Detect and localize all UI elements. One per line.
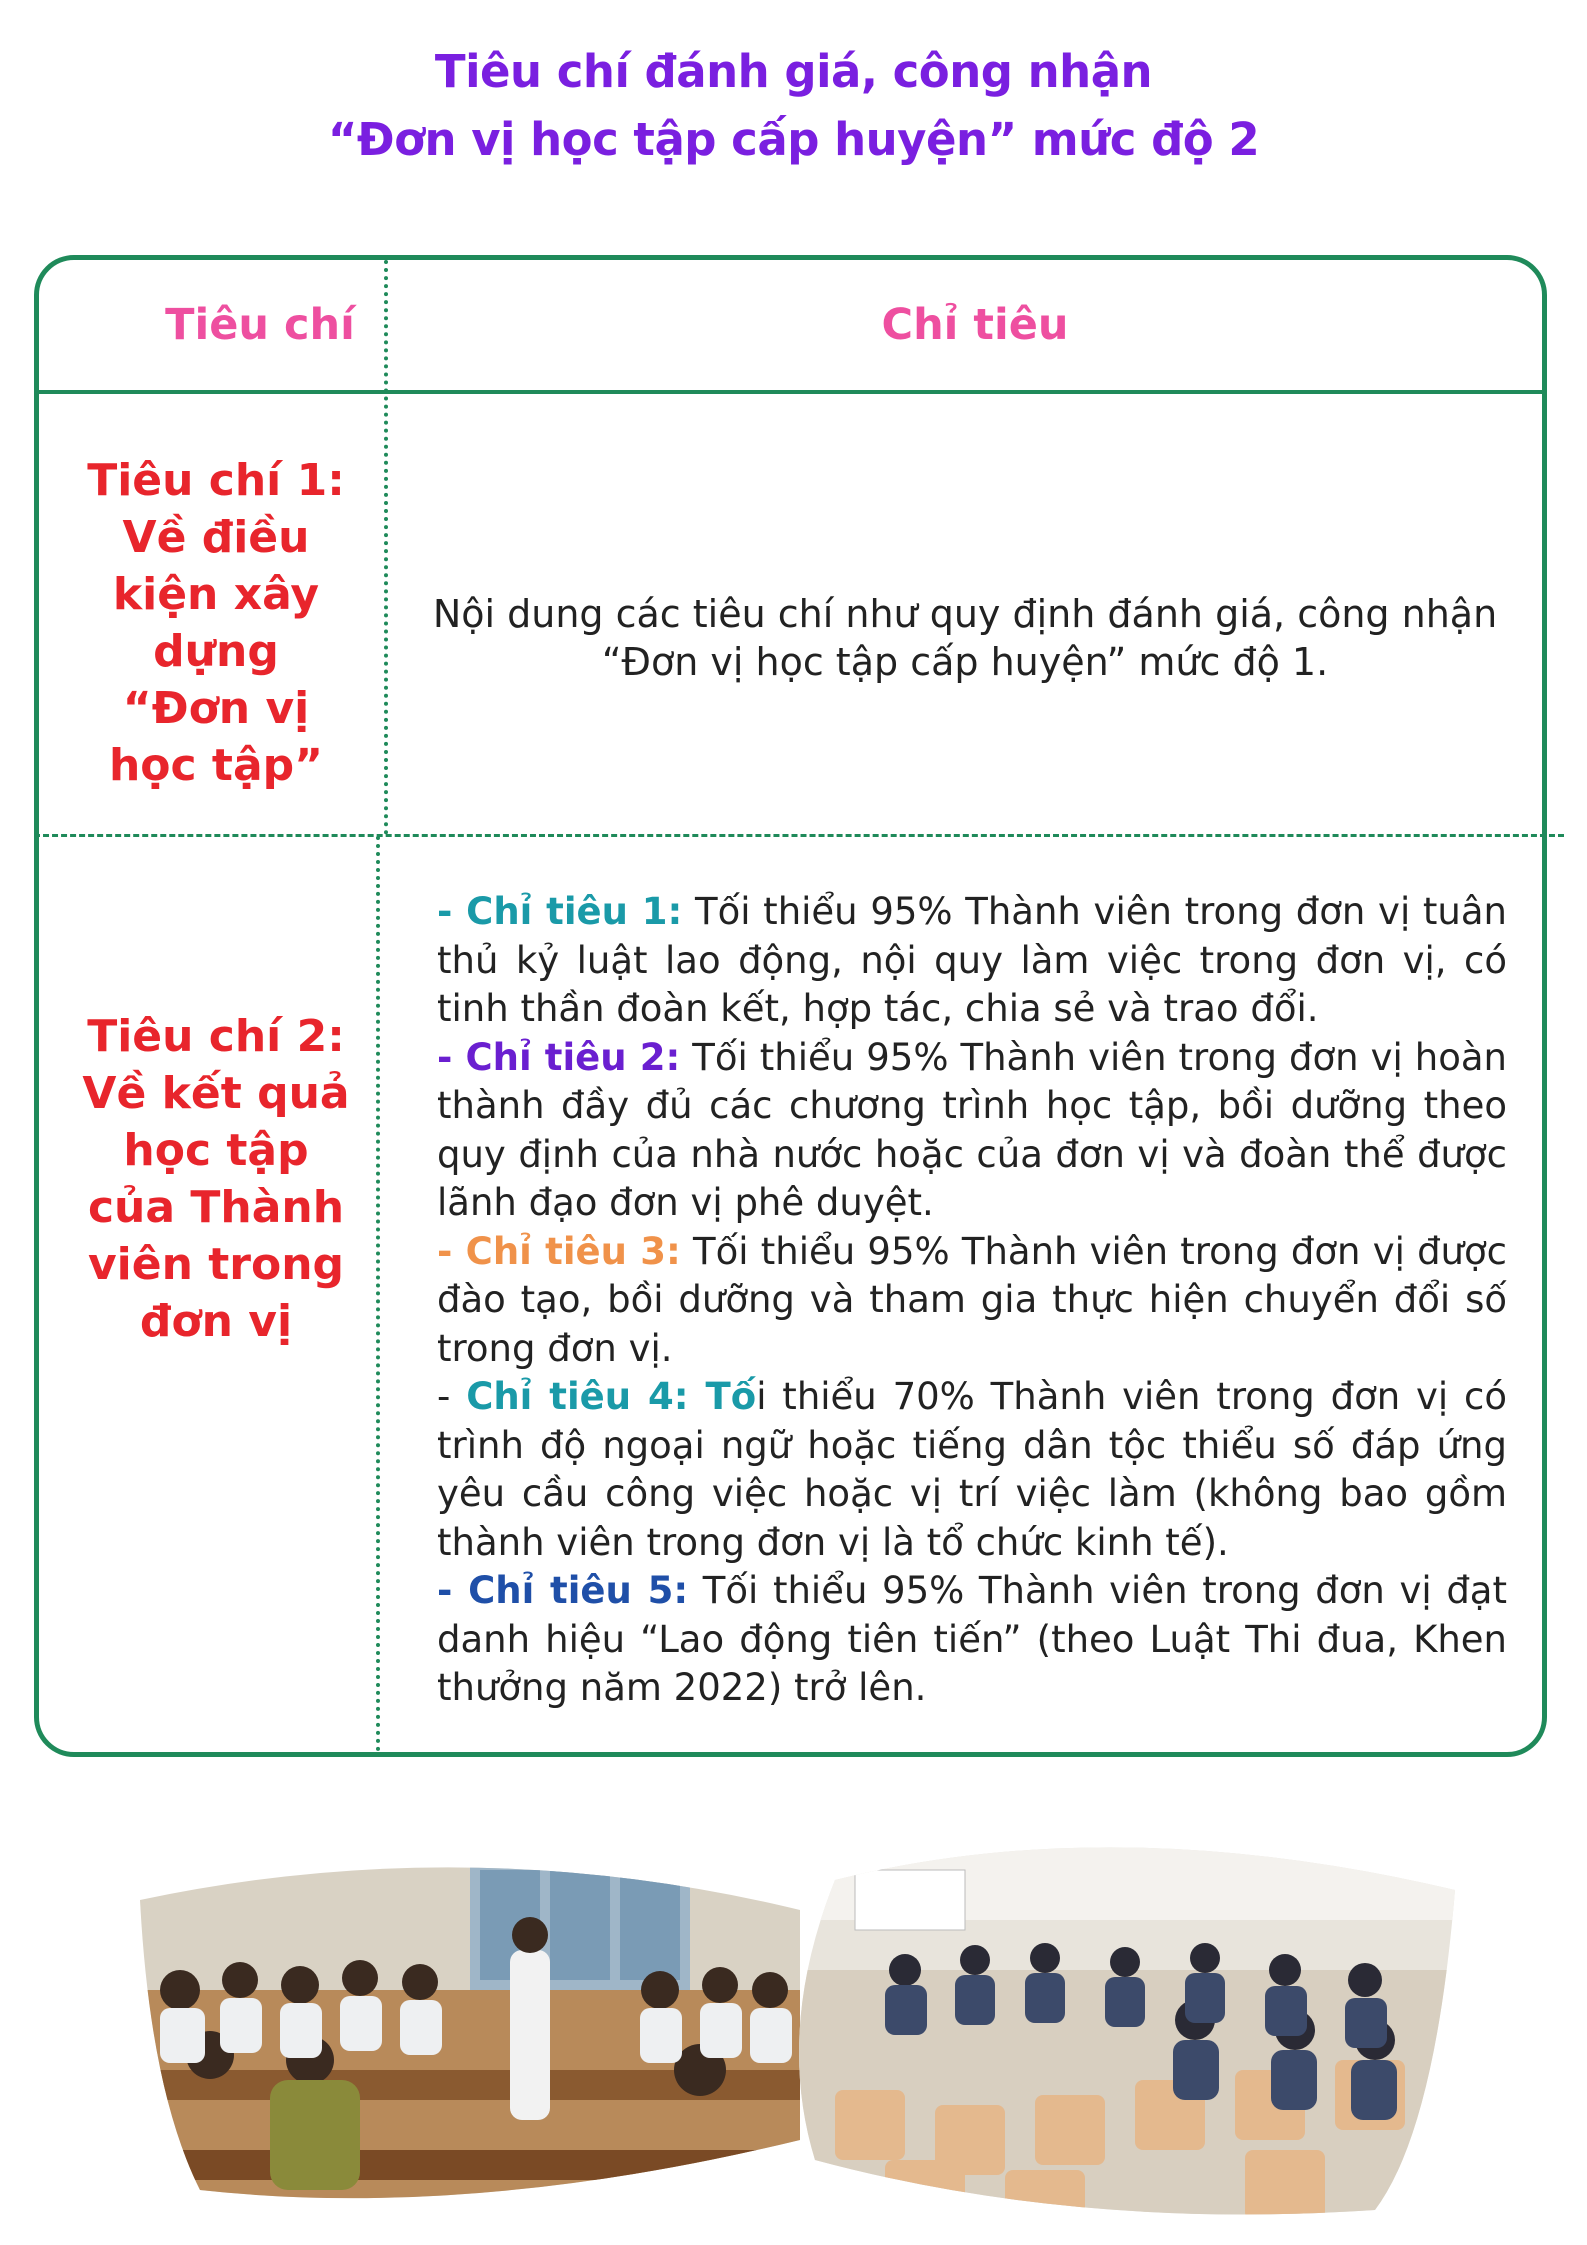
criterion-1-line: học tập”: [108, 740, 324, 791]
header-divider: [34, 390, 1547, 394]
criterion-2-line: của Thành: [87, 1182, 345, 1233]
content-line: “Đơn vị học tập cấp huyện” mức độ 1.: [601, 640, 1329, 684]
criterion-1-line: Tiêu chí 1:: [87, 455, 345, 506]
header-criteria: Tiêu chí: [165, 300, 355, 350]
criterion-2-indicators: [437, 888, 1507, 1713]
criterion-1-line: dựng: [153, 626, 279, 677]
criterion-1-line: kiện xây: [112, 569, 320, 620]
indicator-2: [437, 1034, 1507, 1228]
indicator-4-text: i thiểu 70% Thành viên trong đơn vị có trình độ ngoại ngữ hoặc tiếng dân tộc thiểu số đáp ứng yêu cầu công việc hoặc vị trí việc làm (không bao gồm thành viên trong đơn vị là tổ chức kinh tế).: [437, 1375, 1507, 1564]
header-indicators: Chỉ tiêu: [881, 300, 1069, 350]
indicator-1-text: Tối thiểu 95% Thành viên trong đơn vị tuân thủ kỷ luật lao động, nội quy làm việc trong đơn vị, có tinh thần đoàn kết, hợp tác, chia sẻ và trao đổi.: [437, 890, 1507, 1030]
indicator-3-text: Tối thiểu 95% Thành viên trong đơn vị được đào tạo, bồi dưỡng và tham gia thực hiện chuyển đổi số trong đơn vị.: [437, 1229, 1507, 1370]
criterion-2-line: Về kết quả: [82, 1068, 350, 1119]
indicator-5-label: - Chỉ tiêu 5:: [437, 1569, 689, 1612]
criterion-1: [26, 452, 406, 794]
indicator-4-prefix: -: [437, 1375, 467, 1418]
indicator-1-label: - Chỉ tiêu 1:: [437, 890, 683, 933]
indicator-2-text: Tối thiểu 95% Thành viên trong đơn vị hoàn thành đầy đủ các chương trình học tập, bồi dưỡng theo quy định của nhà nước hoặc của đơn vị và đoàn thể được lãnh đạo đơn vị phê duyệt.: [437, 1035, 1507, 1224]
criterion-1-line: Về điều: [122, 512, 310, 563]
classroom-photo-students: [140, 1840, 800, 2210]
criterion-1-line: “Đơn vị: [122, 683, 310, 734]
indicator-4-label: Chỉ tiêu 4: Tố: [466, 1375, 757, 1418]
page-title: [0, 38, 1587, 174]
indicator-3: [437, 1228, 1507, 1374]
content-line: Nội dung các tiêu chí như quy định đánh giá, công nhận: [432, 592, 1498, 636]
criterion-2: [26, 1008, 406, 1350]
indicator-4: [437, 1373, 1507, 1567]
criterion-2-line: đơn vị: [139, 1296, 293, 1347]
title-line-1: Tiêu chí đánh giá, công nhận: [434, 45, 1153, 98]
indicator-1: [437, 888, 1507, 1034]
criterion-2-line: học tập: [123, 1125, 309, 1176]
indicator-5-text: Tối thiểu 95% Thành viên trong đơn vị đạt danh hiệu “Lao động tiên tiến” (theo Luật Thi đua, Khen thưởng năm 2022) trở lên.: [437, 1569, 1507, 1709]
classroom-photo-adults: [775, 1830, 1455, 2230]
row-divider: [34, 834, 1564, 837]
indicator-3-label: - Chỉ tiêu 3:: [437, 1229, 681, 1273]
title-line-2: “Đơn vị học tập cấp huyện” mức độ 2: [327, 113, 1260, 166]
indicator-2-label: - Chỉ tiêu 2:: [437, 1035, 681, 1079]
criterion-2-line: Tiêu chí 2:: [87, 1011, 345, 1062]
criterion-1-content: [400, 590, 1530, 686]
indicator-5: [437, 1567, 1507, 1713]
criterion-2-line: viên trong: [87, 1239, 345, 1290]
